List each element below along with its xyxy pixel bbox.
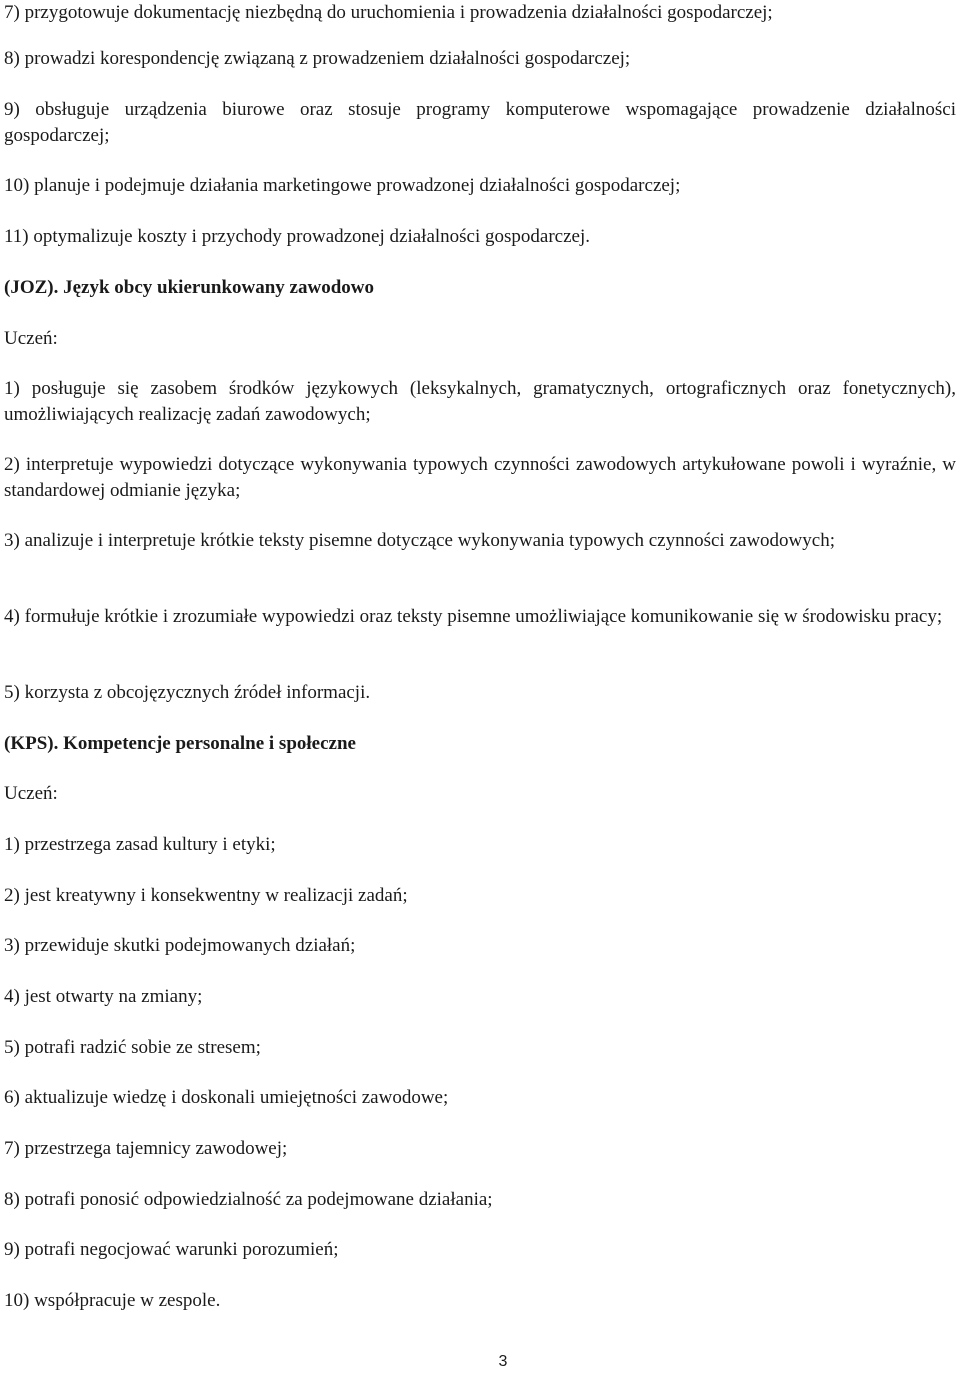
list-item: 8) prowadzi korespondencję związaną z prowadzeniem działalności gospodarczej; — [4, 48, 631, 69]
list-item: 11) optymalizuje koszty i przychody prowadzonej działalności gospodarczej. — [4, 226, 590, 247]
list-item: 1) posługuje się zasobem środków językowych (leksykalnych, gramatycznych, ortograficznych oraz fonetycznych), umożliwiających realizację zadań zawodowych; — [4, 378, 956, 425]
list-item: 2) interpretuje wypowiedzi dotyczące wykonywania typowych czynności zawodowych artykułowane powoli i wyraźnie, w standardowej odmianie języka; — [4, 454, 956, 501]
section-intro: Uczeń: — [4, 783, 58, 804]
section-heading-kps: (KPS). Kompetencje personalne i społeczne — [4, 733, 356, 754]
list-item: 9) potrafi negocjować warunki porozumień; — [4, 1239, 339, 1260]
list-item: 8) potrafi ponosić odpowiedzialność za podejmowane działania; — [4, 1189, 493, 1210]
page-number: 3 — [498, 1353, 508, 1370]
list-item: 6) aktualizuje wiedzę i doskonali umiejętności zawodowe; — [4, 1087, 449, 1108]
list-item: 4) jest otwarty na zmiany; — [4, 986, 203, 1007]
list-item: 9) obsługuje urządzenia biurowe oraz stosuje programy komputerowe wspomagające prowadzenie działalności gospodarczej; — [4, 99, 956, 146]
section-heading-joz: (JOZ). Język obcy ukierunkowany zawodowo — [4, 277, 374, 298]
list-item: 2) jest kreatywny i konsekwentny w realizacji zadań; — [4, 885, 408, 906]
list-item: 7) przygotowuje dokumentację niezbędną do uruchomienia i prowadzenia działalności gospodarczej; — [4, 2, 773, 23]
list-item: 5) potrafi radzić sobie ze stresem; — [4, 1037, 261, 1058]
list-item: 10) planuje i podejmuje działania marketingowe prowadzonej działalności gospodarczej; — [4, 175, 681, 196]
list-item: 10) współpracuje w zespole. — [4, 1290, 221, 1311]
list-item: 5) korzysta z obcojęzycznych źródeł informacji. — [4, 682, 371, 703]
list-item: 4) formułuje krótkie i zrozumiałe wypowiedzi oraz teksty pisemne umożliwiające komunikowanie się w środowisku pracy; — [4, 606, 943, 627]
section-intro: Uczeń: — [4, 328, 58, 349]
list-item: 3) przewiduje skutki podejmowanych działań; — [4, 935, 356, 956]
list-item: 1) przestrzega zasad kultury i etyki; — [4, 834, 276, 855]
list-item: 3) analizuje i interpretuje krótkie teksty pisemne dotyczące wykonywania typowych czynności zawodowych; — [4, 530, 835, 551]
list-item: 7) przestrzega tajemnicy zawodowej; — [4, 1138, 288, 1159]
